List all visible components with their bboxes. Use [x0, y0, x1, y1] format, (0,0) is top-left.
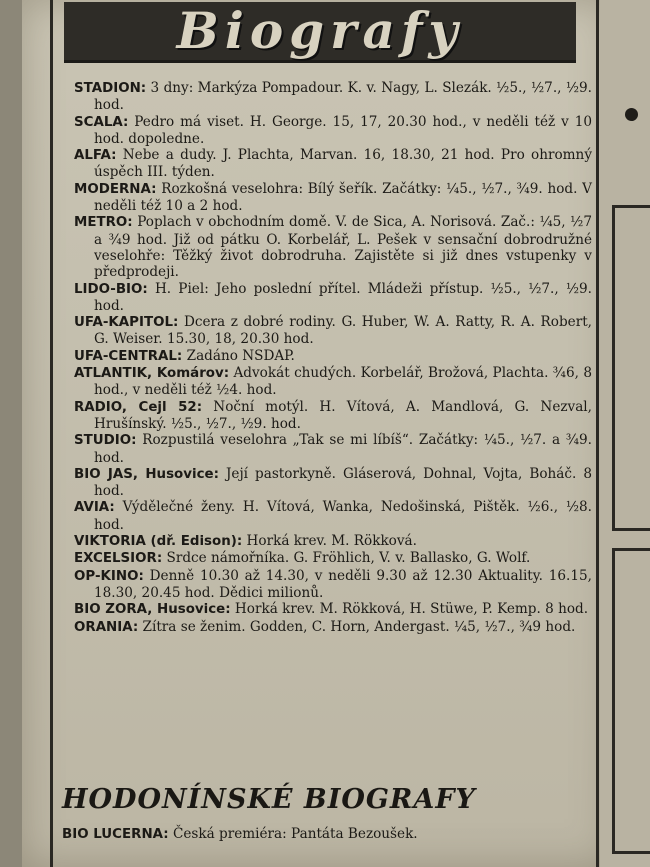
cinema-name: UFA-CENTRAL:: [74, 348, 183, 364]
column-rule-left: [50, 0, 53, 867]
cinema-name: SCALA:: [74, 114, 129, 130]
cinema-name: STUDIO:: [74, 433, 137, 449]
listing-entry: [74, 80, 592, 114]
listing-text: Zadáno NSDAP.: [182, 347, 295, 364]
cinema-name: BIO JAS, Husovice:: [74, 466, 219, 482]
cinema-name: VIKTORIA (dř. Edison):: [74, 534, 243, 550]
listing-entry: [74, 499, 592, 533]
listing-entry: [74, 432, 592, 466]
cinema-name: RADIO, Cejl 52:: [74, 399, 203, 415]
listing-text: Její pastorkyně. Gláserová, Dohnal, Vojta, Boháč. 8 hod.: [94, 465, 592, 500]
cinema-name: ATLANTIK, Komárov:: [74, 366, 230, 382]
listing-text: Česká premiéra: Pantáta Bezoušek.: [168, 826, 418, 842]
listing-text: H. Piel: Jeho poslední přítel. Mládeži přístup. ½5., ½7., ½9. hod.: [94, 280, 592, 314]
listing-text: Zítra se ženim. Godden, C. Horn, Andergast. ¼5, ½7., ¾9 hod.: [138, 618, 576, 635]
cinema-name: ALFA:: [74, 148, 117, 164]
listing-text: Noční motýl. H. Vítová, A. Mandlová, G. Nezval, Hrušínský. ½5., ½7., ½9. hod.: [94, 398, 592, 432]
listing-text: Horká krev. M. Rökková, H. Stüwe, P. Kemp. 8 hod.: [230, 601, 589, 618]
listing-entry: [74, 314, 592, 348]
listing-entry: [74, 365, 592, 399]
listing-text: Denně 10.30 až 14.30, v neděli 9.30 až 12.30 Aktuality. 16.15, 18.30, 20.45 hod. Dědici milionů.: [94, 567, 592, 601]
bullet-dot: [625, 108, 638, 121]
cinema-name: BIO ZORA, Husovice:: [74, 602, 231, 618]
listing-entry: [74, 181, 592, 215]
cinema-name: BIO LUCERNA:: [62, 827, 169, 842]
listing-entry: [74, 550, 592, 567]
cinema-name: METRO:: [74, 215, 133, 231]
column-rule-right: [596, 0, 599, 867]
cinema-name: MODERNA:: [74, 181, 157, 197]
listing-text: Srdce námořníka. G. Fröhlich, V. v. Ballasko, G. Wolf.: [162, 550, 531, 567]
listing-entry: [74, 399, 592, 433]
adjacent-box-top: [612, 205, 650, 531]
listing-entry: [74, 147, 592, 181]
listing-text: Horká krev. M. Rökková.: [242, 533, 417, 550]
listing-text: Advokát chudých. Korbelář, Brožová, Plachta. ¾6, 8 hod., v neděli též ½4. hod.: [94, 365, 592, 399]
listing-entry: [74, 466, 592, 500]
listing-text: Dcera z dobré rodiny. G. Huber, W. A. Ratty, R. A. Robert, G. Weiser. 15.30, 18, 20.30 hod.: [94, 314, 592, 348]
cinema-name: AVIA:: [74, 500, 115, 516]
section-heading: HODONÍNSKÉ BIOGRAFY: [62, 784, 476, 815]
adjacent-box-bottom: [612, 548, 650, 854]
listing-entry: [74, 281, 592, 315]
listing-entry: [74, 348, 592, 365]
cinema-name: EXCELSIOR:: [74, 551, 163, 567]
listing-entry: [74, 114, 592, 148]
listing-entry: [74, 601, 592, 618]
listing-entry: [74, 214, 592, 280]
listing-entry: [62, 826, 592, 842]
listing-text: Nebe a dudy. J. Plachta, Marvan. 16, 18.30, 21 hod. Pro ohromný úspěch III. týden.: [94, 147, 592, 181]
cinema-name: LIDO-BIO:: [74, 281, 148, 297]
listing-text: Výdělečné ženy. H. Vítová, Wanka, Nedošinská, Pištěk. ½6., ½8. hod.: [94, 499, 592, 533]
listing-text: Rozkošná veselohra: Bílý šeřík. Začátky: ¼5., ½7., ¾9. hod. V neděli též 10 a 2 hod.: [94, 180, 592, 215]
listing-entry: [74, 533, 592, 550]
cinema-name: OP-KINO:: [74, 568, 144, 584]
listing-text: 3 dny: Markýza Pompadour. K. v. Nagy, L. Slezák. ½5., ½7., ½9. hod.: [94, 80, 592, 114]
cinema-name: STADION:: [74, 81, 147, 96]
section-banner: [64, 2, 576, 63]
cinema-name: UFA-KAPITOL:: [74, 315, 179, 331]
cinema-listings: [74, 80, 592, 636]
listing-entry: [74, 568, 592, 602]
listing-text: Pedro má viset. H. George. 15, 17, 20.30 hod., v neděli též v 10 hod. dopoledne.: [94, 113, 592, 147]
banner-title: Biografy: [176, 1, 464, 60]
listing-entry: [74, 619, 592, 636]
listing-text: Rozpustilá veselohra „Tak se mi líbíš“. Začátky: ¼5., ½7. a ¾9. hod.: [94, 432, 592, 466]
cinema-name: ORANIA:: [74, 619, 139, 635]
listing-text: Poplach v obchodním domě. V. de Sica, A. Norisová. Zač.: ¼5, ½7 a ¾9 hod. Již od pátku O. Korbelář, L. Pešek v sensační dobrodružné veselohře: Těžký život dobrodruha. Zajistěte si již dnes vstupenky v předprodeji.: [94, 214, 592, 281]
